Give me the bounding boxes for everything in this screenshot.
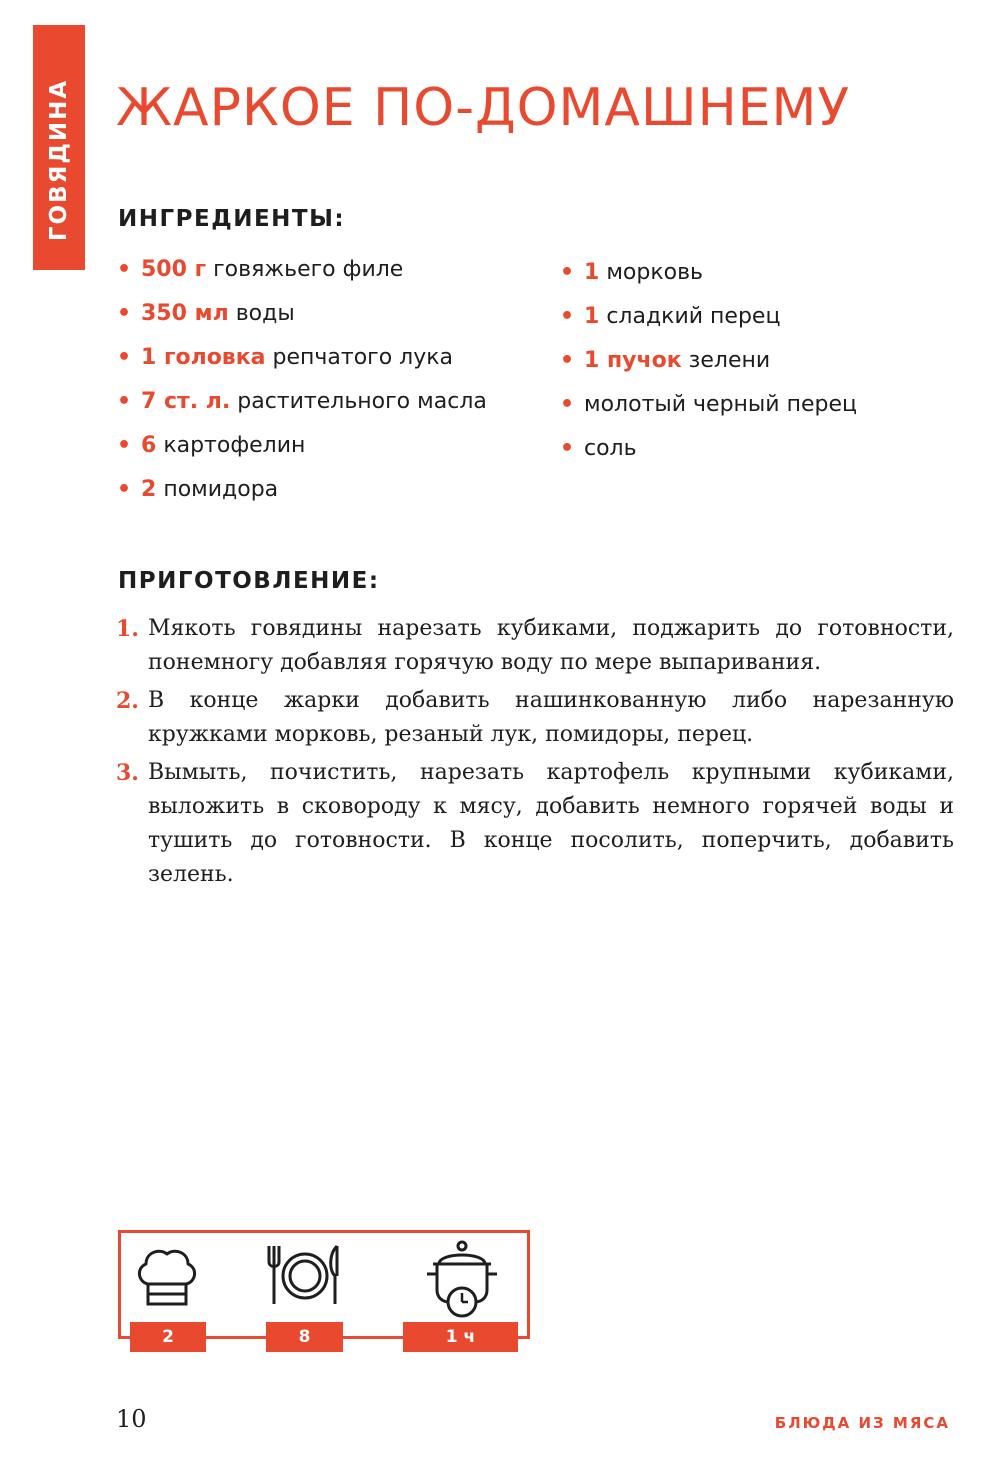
page-title: ЖАРКОЕ ПО-ДОМАШНЕМУ	[116, 78, 851, 138]
info-panel-frame-segment	[343, 1336, 403, 1339]
chapter-footer: БЛЮДА ИЗ МЯСА	[774, 1414, 950, 1432]
ingredients-list-column-2	[560, 259, 857, 479]
preparation-step	[116, 612, 954, 680]
pot-timer-icon	[425, 1240, 499, 1322]
ingredient-name: говяжьего филе	[213, 257, 404, 282]
preparation-step	[116, 684, 954, 752]
bullet-icon: •	[117, 301, 132, 326]
step-text: В конце жарки добавить нашинкованную либо нарезанную кружками морковь, резаный лук, помидоры, перец.	[148, 688, 954, 747]
step-text: Мякоть говядины нарезать кубиками, поджарить до готовности, понемногу добавляя горячую воду по мере выпаривания.	[148, 616, 954, 675]
bullet-icon: •	[117, 257, 132, 282]
info-panel-frame-segment	[118, 1336, 130, 1339]
step-number: 1.	[116, 616, 139, 642]
info-panel-frame-segment	[206, 1336, 266, 1339]
ingredient-quantity: 500 г	[141, 257, 207, 282]
preparation-steps	[116, 612, 954, 896]
ingredient-item	[560, 259, 857, 303]
ingredient-name: растительного масла	[237, 389, 487, 414]
bullet-icon: •	[117, 389, 132, 414]
bullet-icon: •	[117, 477, 132, 502]
bullet-icon: •	[560, 392, 575, 417]
bullet-icon: •	[560, 260, 575, 285]
ingredient-name: картофелин	[163, 433, 306, 458]
ingredient-item	[117, 388, 487, 432]
bullet-icon: •	[117, 345, 132, 370]
preparation-step	[116, 756, 954, 892]
ingredient-item	[560, 347, 857, 391]
ingredient-name: зелени	[688, 348, 771, 373]
ingredient-item	[117, 256, 487, 300]
ingredient-quantity: 1 головка	[141, 345, 266, 370]
ingredient-quantity: 6	[141, 433, 157, 458]
bullet-icon: •	[560, 304, 575, 329]
ingredient-quantity: 1 пучок	[584, 348, 682, 373]
ingredient-name: молотый черный перец	[584, 392, 857, 417]
ingredient-item	[560, 391, 857, 435]
bullet-icon: •	[560, 348, 575, 373]
bullet-icon: •	[560, 436, 575, 461]
ingredient-name: воды	[235, 301, 295, 326]
ingredients-list-column-1	[117, 256, 487, 520]
servings-value: 8	[266, 1322, 343, 1352]
ingredient-name: сладкий перец	[606, 304, 781, 329]
ingredient-item	[117, 432, 487, 476]
ingredient-name: помидора	[163, 477, 279, 502]
ingredient-quantity: 2	[141, 477, 157, 502]
ingredient-quantity: 350 мл	[141, 301, 229, 326]
step-number: 2.	[116, 688, 139, 714]
info-panel-frame-segment	[518, 1336, 530, 1339]
ingredient-quantity: 1	[584, 260, 600, 285]
step-number: 3.	[116, 760, 139, 786]
ingredient-name: соль	[584, 436, 637, 461]
preparation-heading: ПРИГОТОВЛЕНИЕ:	[118, 568, 380, 594]
chef-hat-icon	[134, 1240, 200, 1310]
ingredient-name: морковь	[606, 260, 704, 285]
step-text: Вымыть, почистить, нарезать картофель крупными кубиками, выложить в сковороду к мясу, добавить немного горячей воды и тушить до готовности. В конце посолить, поперчить, добавить зелень.	[148, 760, 954, 887]
ingredient-item	[560, 303, 857, 347]
ingredient-name: репчатого лука	[272, 345, 454, 370]
ingredients-heading: ИНГРЕДИЕНТЫ:	[118, 206, 346, 232]
ingredient-item	[560, 435, 857, 479]
ingredient-item	[117, 300, 487, 344]
ingredient-item	[117, 344, 487, 388]
time-value: 1 ч	[403, 1322, 518, 1352]
ingredient-quantity: 1	[584, 304, 600, 329]
section-tab-label: ГОВЯДИНА	[46, 78, 72, 242]
plate-cutlery-icon	[263, 1240, 347, 1310]
bullet-icon: •	[117, 433, 132, 458]
ingredient-item	[117, 476, 487, 520]
ingredient-quantity: 7 ст. л.	[141, 389, 231, 414]
difficulty-value: 2	[130, 1322, 206, 1352]
page-number: 10	[116, 1405, 147, 1433]
